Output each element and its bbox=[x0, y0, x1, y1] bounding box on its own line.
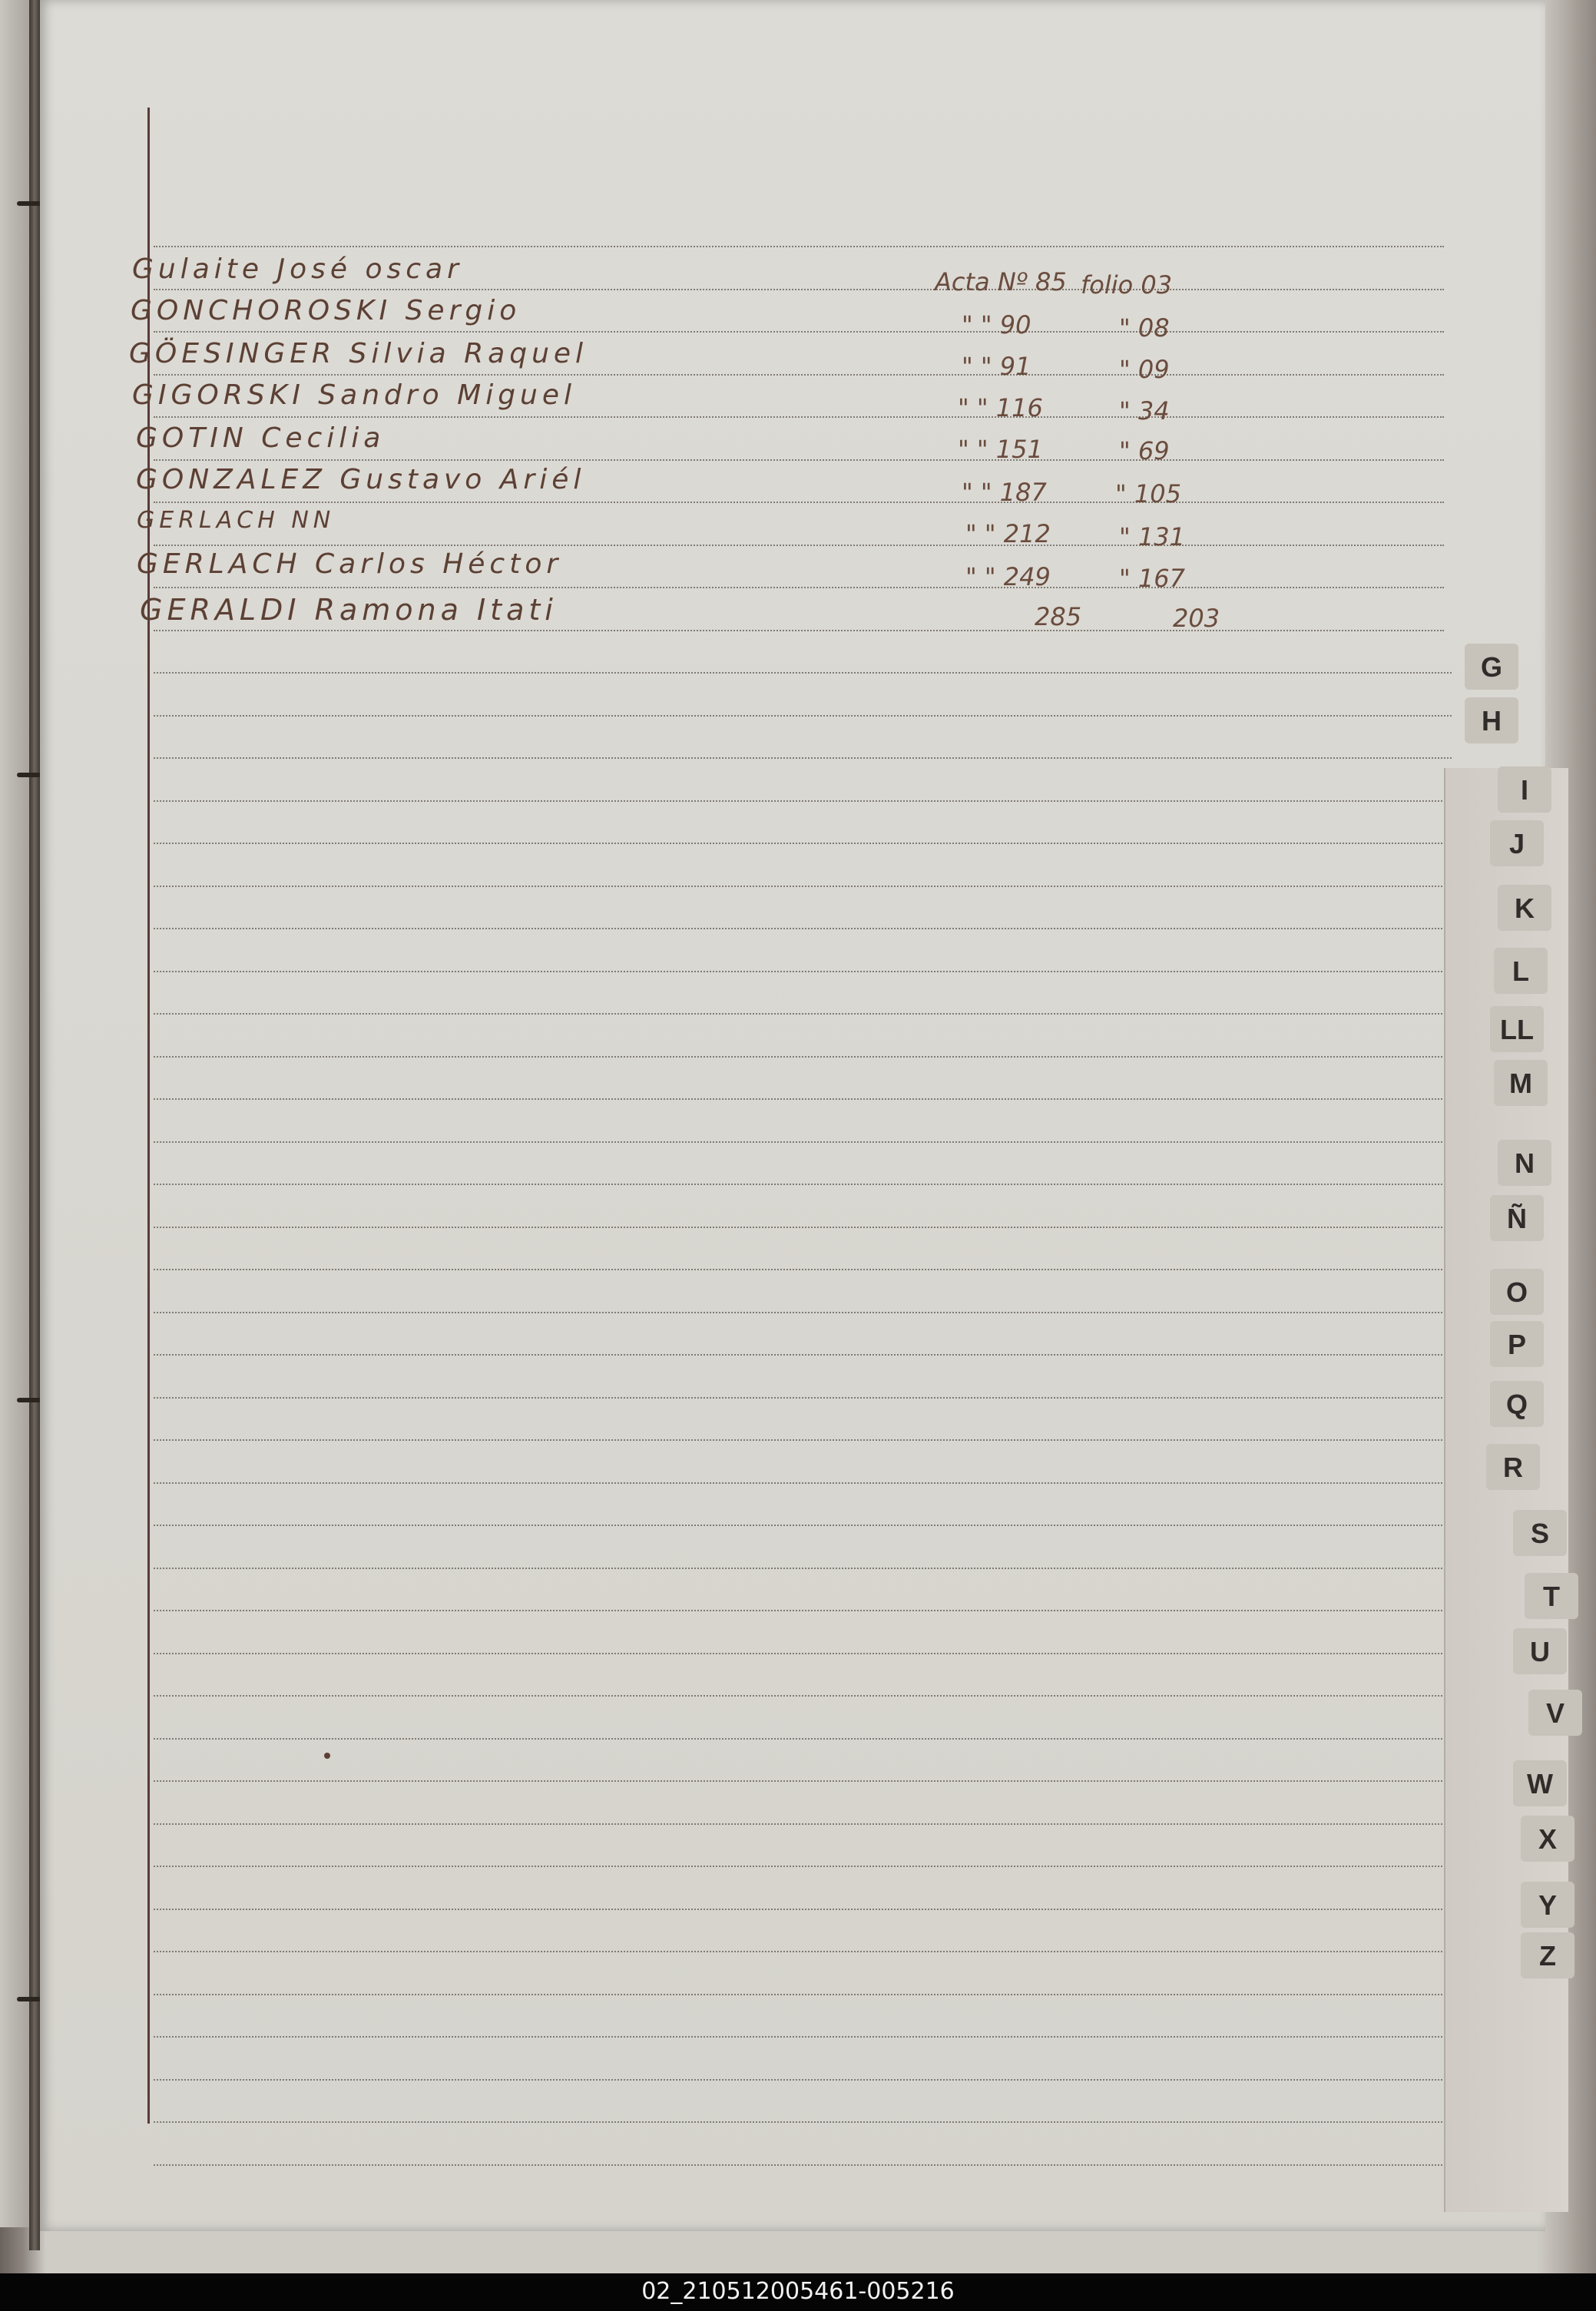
ruled-line bbox=[154, 289, 1444, 290]
ruled-line bbox=[154, 1141, 1452, 1143]
entry-folio: folio 03 bbox=[1081, 270, 1173, 300]
entry-acta: " " 90 bbox=[962, 310, 1031, 339]
ruled-line bbox=[154, 757, 1452, 759]
ruled-line bbox=[154, 246, 1444, 247]
index-tab-6[interactable]: LL bbox=[1500, 1014, 1534, 1045]
index-tab-13[interactable]: R bbox=[1503, 1452, 1523, 1483]
ruled-line bbox=[154, 800, 1452, 802]
ruled-line bbox=[154, 1397, 1452, 1399]
entry-name: GONCHOROSKI Sergio bbox=[131, 295, 522, 326]
index-tab-17[interactable]: V bbox=[1545, 1697, 1565, 1729]
entry-folio: " 34 bbox=[1119, 396, 1170, 425]
index-tab-18[interactable]: W bbox=[1527, 1768, 1553, 1799]
ruled-line bbox=[154, 1312, 1452, 1313]
ruled-line bbox=[154, 331, 1444, 333]
ruled-line bbox=[154, 2079, 1452, 2081]
ruled-line bbox=[154, 1695, 1452, 1697]
index-tab-21[interactable]: Z bbox=[1539, 1940, 1556, 1972]
entry-acta: " " 91 bbox=[962, 352, 1031, 381]
entry-acta: " " 249 bbox=[965, 562, 1051, 591]
ruled-line bbox=[154, 1013, 1452, 1015]
footer-label: 02_210512005461-005216 bbox=[641, 2278, 955, 2305]
index-tab-12[interactable]: Q bbox=[1505, 1389, 1528, 1420]
entry-folio: " 69 bbox=[1119, 436, 1170, 465]
ruled-line bbox=[154, 886, 1452, 887]
ruled-line bbox=[154, 2036, 1452, 2038]
index-tab-20[interactable]: Y bbox=[1538, 1889, 1557, 1921]
ruled-line bbox=[154, 587, 1444, 588]
entry-folio: " 167 bbox=[1119, 564, 1185, 593]
ruled-line bbox=[154, 1525, 1452, 1526]
entry-name: GERLACH Carlos Héctor bbox=[137, 548, 563, 580]
entry-acta: 285 bbox=[1035, 602, 1082, 631]
ruled-line bbox=[154, 971, 1452, 972]
ruled-line bbox=[154, 843, 1452, 844]
ruled-line bbox=[154, 928, 1452, 929]
ruled-line bbox=[154, 715, 1452, 717]
entry-name: GOTIN Cecilia bbox=[136, 422, 386, 454]
ruled-line bbox=[154, 1568, 1452, 1569]
ruled-line bbox=[154, 1866, 1452, 1867]
ink-spot bbox=[324, 1753, 330, 1759]
entry-folio: 203 bbox=[1173, 604, 1220, 633]
entry-folio: " 08 bbox=[1119, 313, 1170, 343]
ruled-line bbox=[154, 1653, 1452, 1654]
index-tab-14[interactable]: S bbox=[1530, 1518, 1549, 1549]
entry-acta: Acta Nº 85 bbox=[935, 267, 1067, 296]
book-spine bbox=[29, 0, 40, 2250]
ruled-line bbox=[154, 672, 1452, 674]
entry-name: GÖESINGER Silvia Raquel bbox=[129, 338, 588, 369]
index-tab-0[interactable]: G bbox=[1480, 651, 1502, 683]
index-tab-2[interactable]: I bbox=[1520, 774, 1528, 806]
entry-name: GONZALEZ Gustavo Ariél bbox=[136, 464, 586, 495]
index-tab-11[interactable]: P bbox=[1507, 1329, 1526, 1360]
index-tab-5[interactable]: L bbox=[1512, 955, 1529, 987]
index-tab-1[interactable]: H bbox=[1482, 705, 1502, 737]
index-tab-3[interactable]: J bbox=[1508, 828, 1525, 859]
ruled-line bbox=[154, 1439, 1452, 1441]
ruled-line bbox=[154, 2164, 1452, 2166]
ruled-line bbox=[154, 1482, 1452, 1484]
ruled-line bbox=[154, 1823, 1452, 1825]
index-tab-10[interactable]: O bbox=[1505, 1276, 1528, 1308]
ruled-line bbox=[154, 630, 1444, 631]
index-tab-8[interactable]: N bbox=[1515, 1147, 1535, 1179]
index-tab-19[interactable]: X bbox=[1538, 1823, 1557, 1855]
index-tab-9[interactable]: Ñ bbox=[1507, 1203, 1527, 1234]
entry-folio: " 09 bbox=[1119, 355, 1170, 384]
ruled-line bbox=[154, 1184, 1452, 1185]
ruled-line bbox=[154, 1269, 1452, 1270]
index-tab-7[interactable]: M bbox=[1509, 1068, 1532, 1099]
ruled-line bbox=[154, 1994, 1452, 1995]
entry-acta: " " 187 bbox=[962, 478, 1047, 507]
ruled-line bbox=[154, 374, 1444, 376]
entry-name: Gulaite José oscar bbox=[132, 253, 463, 285]
ruled-line bbox=[154, 1738, 1452, 1740]
ledger-page bbox=[40, 0, 1545, 2231]
ruled-line bbox=[154, 1098, 1452, 1100]
ruled-line bbox=[154, 459, 1444, 461]
ruled-line bbox=[154, 1780, 1452, 1782]
ruled-line bbox=[154, 502, 1444, 503]
ruled-line bbox=[154, 2121, 1452, 2123]
ruled-line bbox=[154, 1951, 1452, 1952]
entry-acta: " " 151 bbox=[958, 435, 1043, 464]
ruled-line bbox=[154, 1909, 1452, 1910]
entry-folio: " 131 bbox=[1119, 522, 1185, 551]
entry-folio: " 105 bbox=[1115, 479, 1181, 508]
entry-acta: " " 212 bbox=[965, 519, 1051, 548]
index-tab-4[interactable]: K bbox=[1515, 892, 1535, 924]
ruled-line bbox=[154, 1227, 1452, 1228]
entry-acta: " " 116 bbox=[958, 393, 1043, 422]
entry-name: GIGORSKI Sandro Miguel bbox=[132, 379, 577, 411]
index-tab-15[interactable]: T bbox=[1543, 1581, 1560, 1612]
index-tab-16[interactable]: U bbox=[1530, 1636, 1550, 1667]
ruled-line bbox=[154, 1610, 1452, 1611]
ruled-line bbox=[154, 1354, 1452, 1356]
ruled-line bbox=[154, 416, 1444, 418]
ruled-line bbox=[154, 545, 1444, 546]
ruled-line bbox=[154, 1056, 1452, 1058]
entry-name: GERALDI Ramona Itati bbox=[140, 593, 558, 627]
left-page-edge bbox=[0, 0, 31, 2227]
entry-name: GERLACH NN bbox=[137, 507, 336, 534]
